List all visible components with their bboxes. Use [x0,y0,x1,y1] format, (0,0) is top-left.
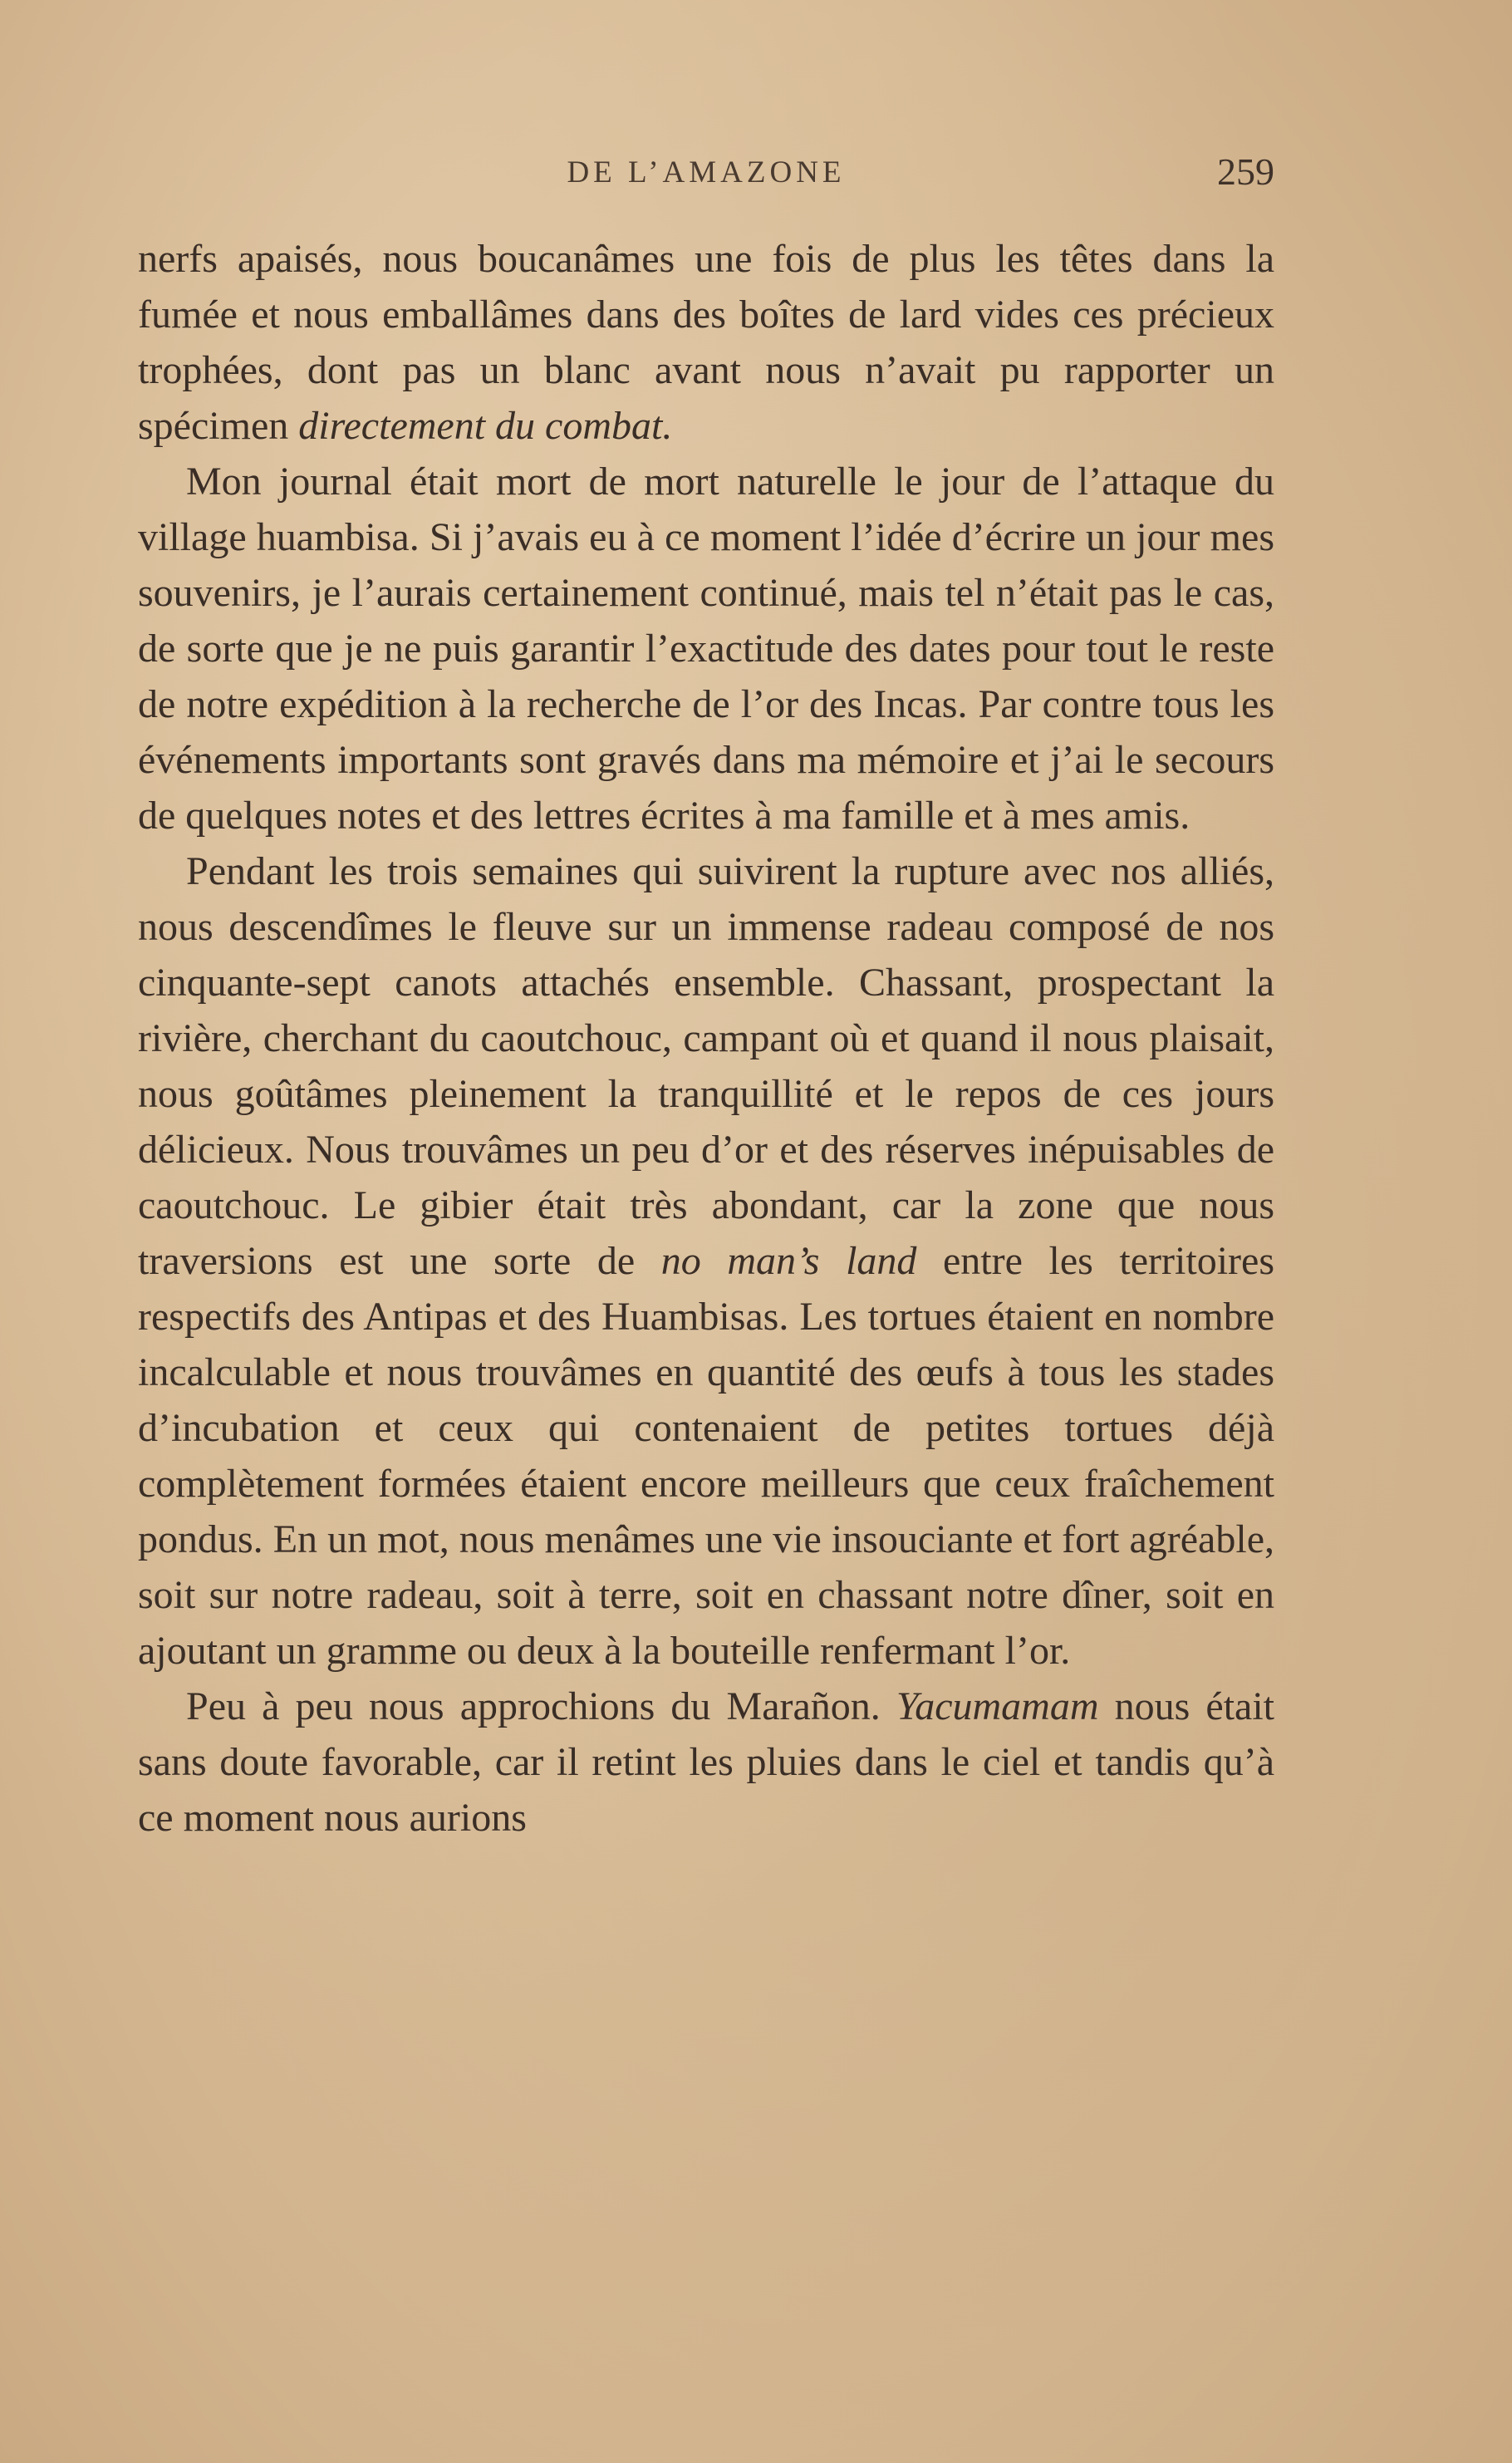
paragraph-3 [138,843,1274,1679]
body-text [138,231,1274,1846]
text-run: Mon journal était mort de mort naturelle le jour de l’attaque du village huambisa. Si j’avais eu à ce moment l’idée d’écrire un jour mes souvenirs, je l’aurais certainement continué, mais tel n’était pas le cas, de sorte que je ne puis garantir l’exactitude des dates pour tout le reste de notre expédition à la recherche de l’or des Incas. Par contre tous les événements importants sont gravés dans ma mémoire et j’ai le secours de quelques notes et des lettres écrites à ma famille et à mes amis. [138,460,1274,838]
italic-run: Yacumamam [896,1684,1099,1728]
paragraph-4 [138,1679,1274,1846]
paragraph-1 [138,231,1274,454]
text-run: nerfs apaisés, nous boucanâmes une fois de plus les têtes dans la fumée et nous emballâmes dans des boîtes de lard vides ces précieux trophées, dont pas un blanc avant nous n’avait pu rapporter un spécimen [138,237,1274,448]
page-number: 259 [1217,150,1274,193]
text-run: entre les territoires respectifs des Antipas et des Huambisas. Les tortues étaient en nombre incalculable et nous trouvâmes en quantité des œufs à tous les stades d’incubation et ceux qui contenaient de petites tortues déjà complètement formées étaient encore meilleurs que ceux fraîchement pondus. En un mot, nous menâmes une vie insouciante et fort agréable, soit sur notre radeau, soit à terre, soit en chassant notre dîner, soit en ajoutant un gramme ou deux à la bouteille renfermant l’or. [138,1239,1275,1673]
text-run: Peu à peu nous approchions du Marañon. [186,1684,896,1728]
running-title: DE L’AMAZONE [567,155,846,189]
text-run: nous était sans doute favorable, car il retint les pluies dans le ciel et tandis qu’à ce moment nous aurions [138,1684,1275,1840]
paragraph-2 [138,454,1274,843]
page-header [138,150,1274,199]
text-run: Pendant les trois semaines qui suivirent la rupture avec nos alliés, nous descendîmes le fleuve sur un immense radeau composé de nos cinquante-sept canots attachés ensemble. Chassant, prospectant la rivière, cherchant du caoutchouc, campant où et quand il nous plaisait, nous goûtâmes pleinement la tranquillité et le repos de ces jours délicieux. Nous trouvâmes un peu d’or et des réserves inépuisables de caoutchouc. Le gibier était très abondant, car la zone que nous traversions est une sorte de [138,849,1274,1283]
italic-run: no man’s land [660,1239,917,1283]
italic-run: directement du combat. [298,404,673,448]
